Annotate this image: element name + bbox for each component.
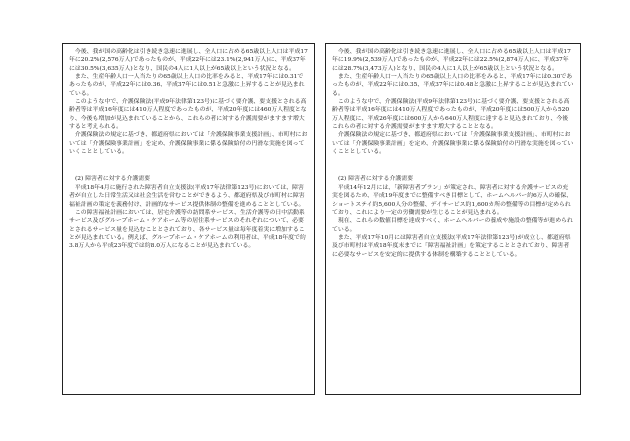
right-paragraph-insurance-plans: 介護保険法の規定に基づき、都道府県においては「介護保険事業支援計画」、市町村においては「介護保険事業計画」を定め、介護保険事業に係る保険給付の円滑な実施を図っていくこととしている。 bbox=[332, 132, 574, 156]
right-paragraph-care-demand: このような中で、介護保険法(平成9年法律第123号)に基づく要介護、要支援とされる高齢者等は平成16年度には410万人程度であったものが、平成20年度には500万人から520万人程度に、平成26年度には600万人から640万人程度に達すると見込まれており、今後これらの者に対する介護需要がますます増大することとなる。 bbox=[332, 99, 570, 131]
right-paragraph-elderly-ratio: また、生産年齢人口一人当たりの65歳以上人口の比率をみると、平成17年には0.30であったものが、平成22年には0.35、平成37年には0.48と急激に上昇することが見込まれている。 bbox=[332, 74, 574, 97]
right-paragraph-support-act: また、平成17年10月には障害者自立支援法(平成17年法律第123号)が成立し、都道府県及び市町村は平成18年度末までに「障害福祉計画」を策定することとされており、障害者に必要なサービスを安定的に提供する体制を構築することとしている。 bbox=[332, 234, 571, 258]
left-paragraph-care-demand: このような中で、介護保険法(平成9年法律第123号)に基づく要介護、要支援とされる高齢者等は平成16年度には410万人程度であったものが、平成20年度には460万人程度となり、今後も増加が見込まれていることから、これらの者に対する介護需要がますます増大すると考えられる。 bbox=[69, 99, 307, 131]
left-section-heading: (2) 障害者に対する介護需要 bbox=[75, 176, 151, 183]
spacer bbox=[332, 156, 574, 175]
right-column-previous-text bbox=[325, 43, 581, 395]
spacer bbox=[69, 156, 308, 175]
left-paragraph-insurance-plans: 介護保険法の規定に基づき、都道府県においては「介護保険事業支援計画」、市町村においては「介護保険事業計画」を定め、介護保険事業に係る保険給付の円滑な実施を図っていくこととしている。 bbox=[69, 132, 308, 156]
right-paragraph-helper-training: 現在、これらの数値目標を達成すべく、ホームヘルパーの養成や施設の整備等が進められている。 bbox=[332, 218, 573, 233]
right-paragraph-aging-population: 今後、我が国の高齢化は引き続き急速に進展し、全人口に占める65歳以上人口は平成17年に19.9%(2,539万人)であったものが、平成22年には22.5%(2,874万人)に、平成37年には28.7%(3,473万人)となり、国民の4人に1人以上が65歳以上という状況となる。 bbox=[332, 49, 571, 72]
right-section-heading: (2) 障害者に対する介護需要 bbox=[338, 176, 414, 183]
left-paragraph-welfare-plan: この障害福祉計画においては、居宅介護等の訪問系サービス、生活介護等の日中活動系サービス及びグループホーム・ケアホーム等の居住系サービスのそれぞれについて、必要とされるサービス量を見込むこととされており、各サービス量は毎年度着実に増加することが見込まれている。例えば、グループホーム・ケアホームの利用者は、平成18年度で約3.8万人から平成23年度では約8.0万人になることが見込まれている。 bbox=[69, 209, 306, 250]
left-paragraph-elderly-ratio: また、生産年齢人口一人当たりの65歳以上人口の比率をみると、平成17年には0.31であったものが、平成22年には0.36、平成37年には0.51と急激に上昇することが見込まれている。 bbox=[69, 74, 305, 97]
left-column-current-text bbox=[62, 43, 315, 395]
right-paragraph-disability-plan: 平成14年12月には、「新障害者プラン」が策定され、障害者に対する介護サービスの充実を図るため、平成19年度までに整備すべき目標として、ホームヘルパー約6万人の確保、ショートステイ約5,600人分の整備、デイサービス約1,600カ所の整備等の目標が定められており、これにより一定の労働需要が生じることが見込まれる。 bbox=[332, 184, 573, 216]
left-paragraph-aging-population: 今後、我が国の高齢化は引き続き急速に進展し、全人口に占める65歳以上人口は平成17年に20.2%(2,576万人)であったものが、平成22年には23.1%(2,941万人)に、平成37年には30.5%(3,635万人)となり、国民の4人に1人以上が65歳以上という状況となる。 bbox=[69, 49, 308, 72]
left-paragraph-support-act: 平成18年4月に施行された障害者自立支援法(平成17年法律第123号)においては、障害者が自立した日常生活又は社会生活を営むことができるよう、都道府県及び市町村に障害福祉計画の策定を義務付け、計画的なサービス提供体制の整備を進めることとしている。 bbox=[69, 184, 305, 208]
